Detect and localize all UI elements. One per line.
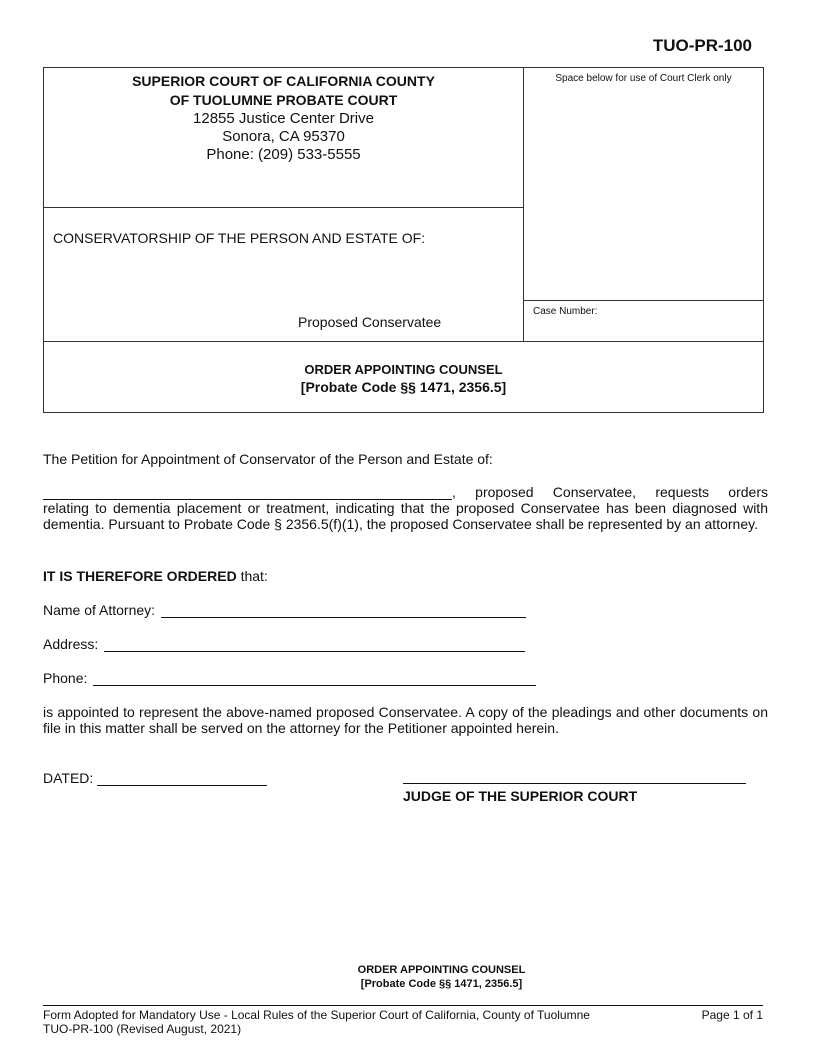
document-title <box>43 362 764 396</box>
ordered-bold: IT IS THEREFORE ORDERED <box>43 568 237 584</box>
ordered-line <box>43 568 768 584</box>
phone-field[interactable] <box>93 672 536 686</box>
footer-title-line1: ORDER APPOINTING COUNSEL <box>357 964 526 976</box>
intro-text: The Petition for Appointment of Conservator of the Person and Estate of: <box>43 451 493 467</box>
petition-first-line-text: , proposed Conservatee, requests orders <box>452 484 768 500</box>
petition-paragraph <box>43 484 768 532</box>
court-name-line2: OF TUOLUMNE PROBATE COURT <box>169 92 398 108</box>
court-name-line1: SUPERIOR COURT OF CALIFORNIA COUNTY <box>132 73 435 89</box>
footer-title-line2: [Probate Code §§ 1471, 2356.5] <box>360 978 523 990</box>
attorney-name-field[interactable] <box>161 604 526 618</box>
ordered-rest: that: <box>236 568 268 584</box>
caption-divider-left <box>43 207 524 208</box>
dated-field[interactable] <box>97 771 267 786</box>
caption-divider-right <box>523 300 764 301</box>
judge-label: JUDGE OF THE SUPERIOR COURT <box>403 788 638 804</box>
address-field[interactable] <box>104 638 525 652</box>
court-phone: Phone: (209) 533-5555 <box>206 146 361 163</box>
judge-signature-line[interactable] <box>403 783 746 784</box>
clerk-note: Space below for use of Court Clerk only <box>555 73 732 84</box>
title-line1: ORDER APPOINTING COUNSEL <box>304 362 503 377</box>
page-number: Page 1 of 1 <box>701 1008 763 1022</box>
phone-label: Phone: <box>43 670 88 686</box>
footer-title <box>43 963 816 991</box>
petition-first-line <box>43 484 768 500</box>
conservatee-name-blank[interactable] <box>43 485 452 500</box>
dated-label: DATED: <box>43 770 94 786</box>
footer-rule <box>43 1005 763 1006</box>
form-id: TUO-PR-100 <box>652 36 752 55</box>
phone-row <box>43 670 536 686</box>
footer-revision: TUO-PR-100 (Revised August, 2021) <box>43 1022 242 1036</box>
court-address-line2: Sonora, CA 95370 <box>222 128 345 145</box>
dated-row <box>43 770 267 786</box>
conservatorship-label: CONSERVATORSHIP OF THE PERSON AND ESTATE OF: <box>53 230 426 246</box>
address-row <box>43 636 525 652</box>
court-address-line1: 12855 Justice Center Drive <box>193 110 374 127</box>
case-number-label: Case Number: <box>533 306 598 317</box>
attorney-name-row <box>43 602 526 618</box>
petition-rest: relating to dementia placement or treatment, indicating that the proposed Conservatee has been diagnosed with dementia. Pursuant to Probate Code § 2356.5(f)(1), the proposed Conservatee shall be represented by an attorney. <box>43 500 768 532</box>
closing-paragraph: is appointed to represent the above-named proposed Conservatee. A copy of the pleadings and other documents on file in this matter shall be served on the attorney for the Petitioner appointed herein. <box>43 704 768 736</box>
footer-info <box>43 1008 590 1036</box>
proposed-conservatee-label: Proposed Conservatee <box>298 314 442 330</box>
footer-adopted: Form Adopted for Mandatory Use - Local Rules of the Superior Court of California, County of Tuolumne <box>43 1008 590 1022</box>
court-info <box>43 72 524 164</box>
address-label: Address: <box>43 636 99 652</box>
title-line2: [Probate Code §§ 1471, 2356.5] <box>300 379 507 395</box>
attorney-name-label: Name of Attorney: <box>43 602 156 618</box>
